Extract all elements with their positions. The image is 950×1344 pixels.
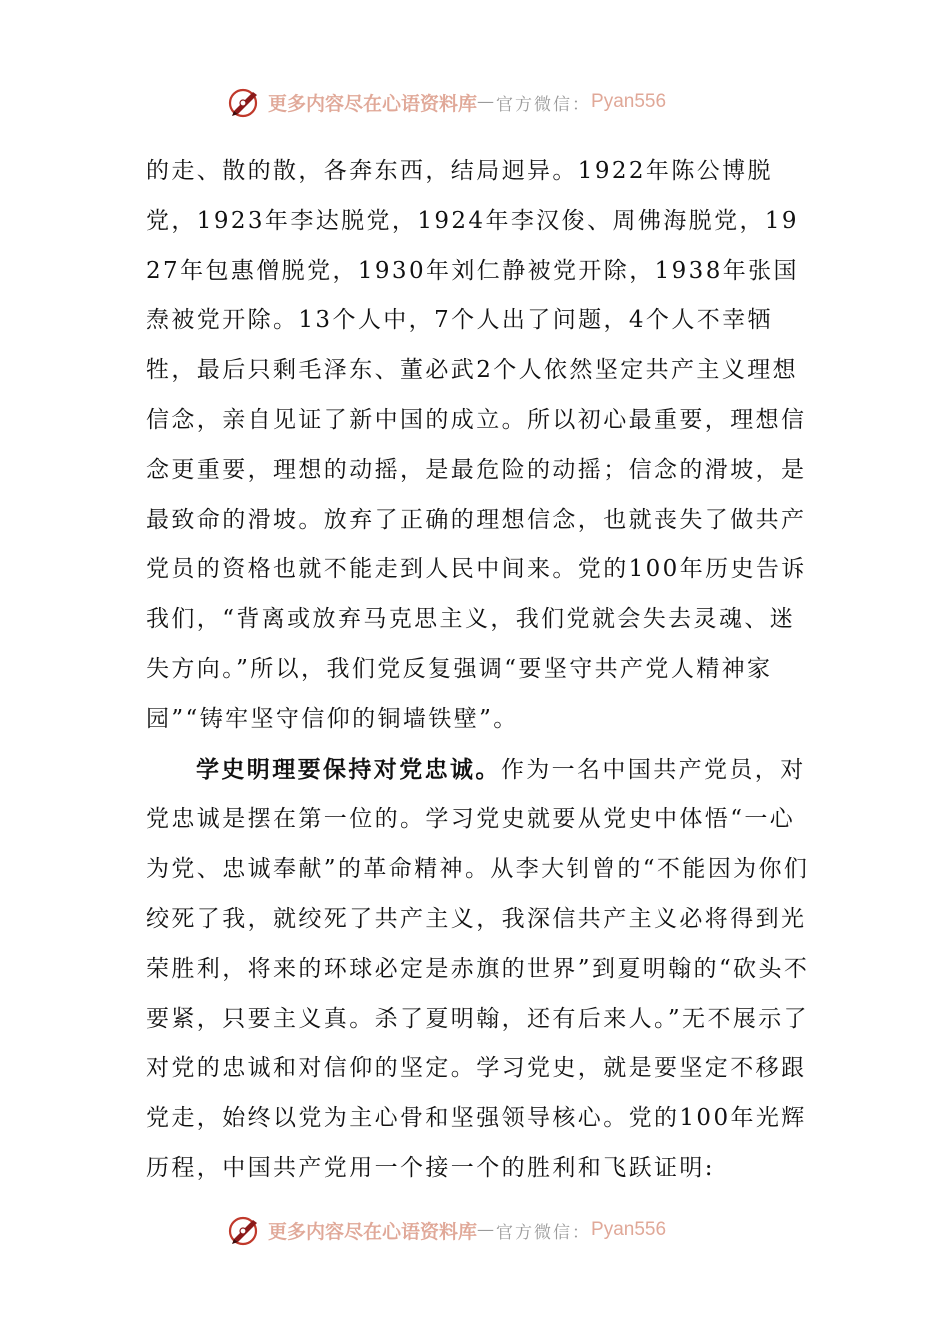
paragraph-1 [146,146,810,745]
header-watermark [226,82,666,122]
watermark-site-name: 更多内容尽在心语资料库 [268,1220,478,1243]
paragraph-2-lead: 学史明理要保持对党忠诚。 [196,755,501,783]
watermark-label: 官方微信： [496,94,592,115]
pen-logo-icon [226,84,262,120]
watermark-site-name: 更多内容尽在心语资料库 [268,92,478,115]
watermark-wechat-id: Pyan556 [591,91,667,112]
pen-logo-icon [226,1212,262,1248]
document-body [146,146,810,1194]
paragraph-1-text: 的走、散的散，各奔东西，结局迥异。1922年陈公博脱党，1923年李达脱党，1924年李汉俊、周佛海脱党，1927年包惠僧脱党，1930年刘仁静被党开除，1938年张国焘被党开除。13个人中，7个人出了问题，4个人不幸牺牲，最后只剩毛泽东、董必武2个人依然坚定共产主义理想信念，亲自见证了新中国的成立。所以初心最重要，理想信念更重要，理想的动摇，是最危险的动摇；信念的滑坡，是最致命的滑坡。放弃了正确的理想信念，也就丧失了做共产党员的资格也就不能走到人民中间来。党的100年历史告诉我们，“背离或放弃马克思主义，我们党就会失去灵魂、迷失方向。”所以，我们党反复强调“要坚守共产党人精神家园”“铸牢坚守信仰的铜墙铁壁”。 [146,158,807,732]
watermark-wechat-id: Pyan556 [591,1219,667,1240]
footer-watermark [226,1210,666,1250]
watermark-separator: — [477,1220,497,1240]
watermark-label: 官方微信： [496,1222,592,1243]
paragraph-2-text: 作为一名中国共产党员，对党忠诚是摆在第一位的。学习党史就要从党史中体悟“一心为党、忠诚奉献”的革命精神。从李大钊曾的“不能因为你们绞死了我，就绞死了共产主义，我深信共产主义必将得到光荣胜利，将来的环球必定是赤旗的世界”到夏明翰的“砍头不要紧，只要主义真。杀了夏明翰，还有后来人。”无不展示了对党的忠诚和对信仰的坚定。学习党史，就是要坚定不移跟党走，始终以党为主心骨和坚强领导核心。党的100年光辉历程，中国共产党用一个接一个的胜利和飞跃证明: [146,756,810,1181]
paragraph-2 [146,745,810,1194]
watermark-separator: — [477,92,497,112]
